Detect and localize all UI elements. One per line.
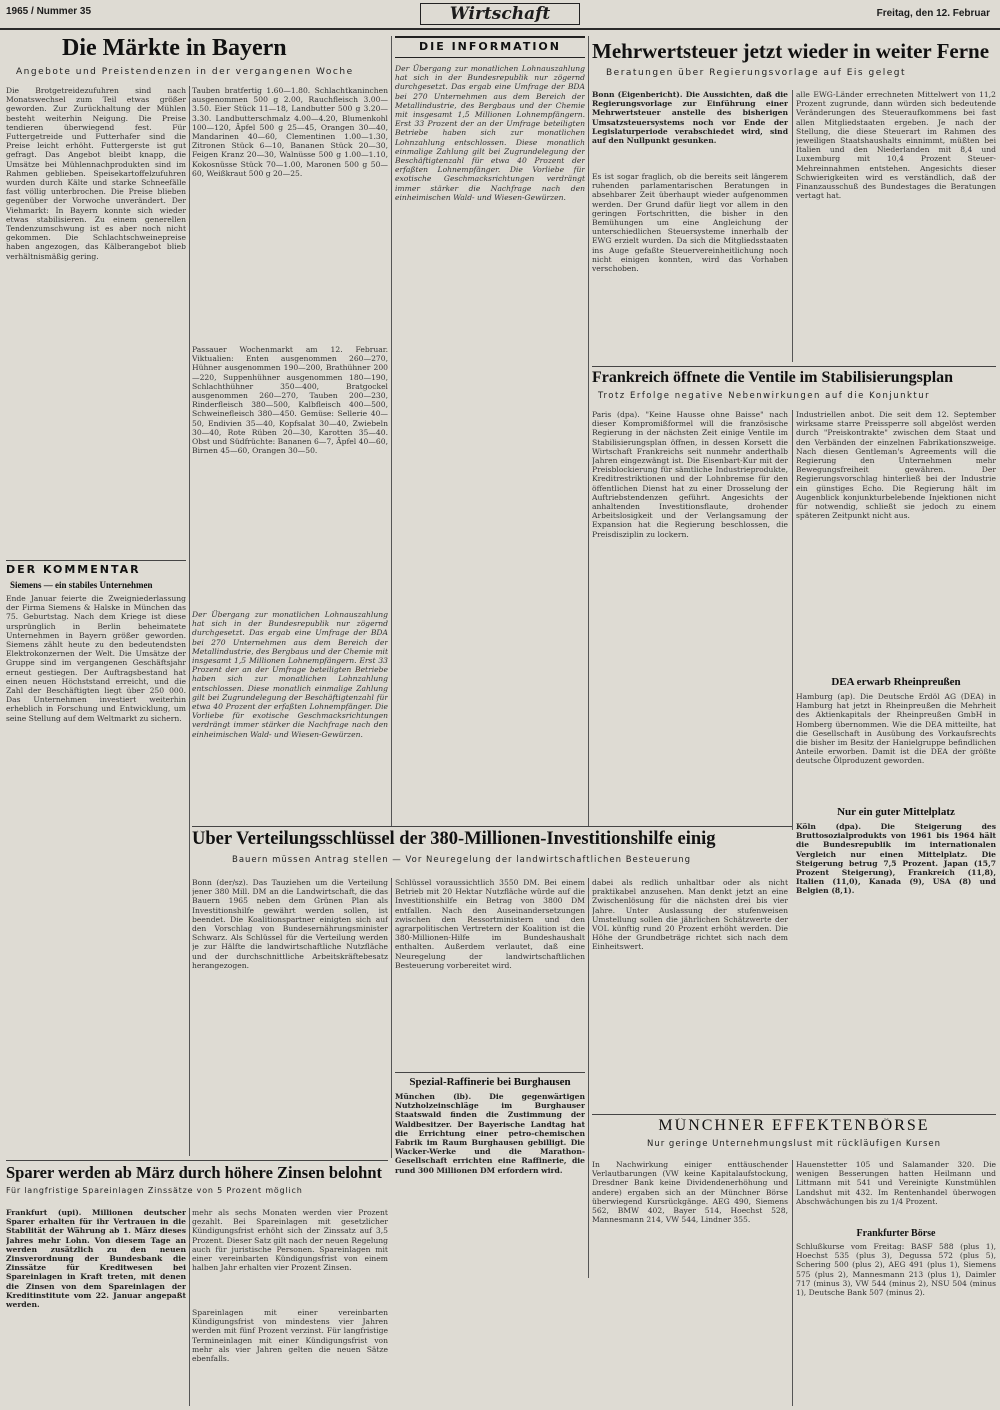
column-rule [792, 410, 793, 830]
mehrwertsteuer-subtitle: Beratungen über Regierungsvorlage auf Eis gelegt [606, 68, 907, 79]
maerkte-title: Die Märkte in Bayern [62, 36, 287, 61]
effekten-title: MÜNCHNER EFFEKTENBÖRSE [658, 1118, 930, 1134]
section-title: Wirtschaft [420, 3, 580, 25]
mehrwertsteuer-column-1: Es ist sogar fraglich, ob die bereits seit längerem ruhenden parlamentarischen Beratungen in absehbarer Zeit überhaupt wieder aufgenommen werden. Der Grund dafür liegt vor allem in den geringen Fortschritten, die bisher in den Bemühungen um eine Angleichung der unterschiedlichen Steuersysteme innerhalb der EWG erzielt wurden. Da sich die Mitgliedsstaaten ins Auge gefaßte Steuervereinheitlichung noch nicht einigen konnten, wird das Vorhaben verschoben. [592, 172, 788, 274]
maerkte-column-2: Tauben bratfertig 1.60—1.80. Schlachtkaninchen ausgenommen 500 g 2.00, Rauchfleisch 3.00—3.50. Eier Stück 11—18, Landbutter 500 g 3.20—3.30. Landbutterschmalz 4.00—4.20, Blumenkohl 100—120, Äpfel 500 g 25—45, Orangen 30—40, Mandarinen 40—60, Clementinen 1.00—1.30, Zitronen Stück 6—10, Bananen Stück 20—30, Feigen Kranz 20—30, Walnüsse 500 g 1.00—1.10, Kokosnüsse Stück 70—1.00, Maronen 500 g 50—60, Weißkraut 500 g 20—25. [192, 86, 388, 178]
information-header [395, 36, 585, 58]
maerkte-subtitle: Angebote und Preistendenzen in der vergangenen Woche [16, 67, 354, 78]
article-rule [6, 1160, 388, 1161]
mehrwertsteuer-column-2: alle EWG-Länder errechneten Mittelwert von 11,2 Prozent zugrunde, dann würden sich bedeutende Veränderungen des Steueraufkommens bei fast allen Mitgliedstaaten ergeben. Je nach der Stellung, die diese Steuerart im Rahmen des jeweiligen Staatshaushalts einnimmt, müßten bei Italien und den Niederlanden mit 8,4 und Luxemburg mit 10,4 Prozent Steuer-Mehreinnahmen entstehen. Angesichts dieser Schwierigkeiten wird es verständlich, daß der Finanzausschuß des Bundestages die Beratungen vertagt hat. [796, 90, 996, 201]
column-rule [792, 1160, 793, 1406]
verteilung-column-1: Bonn (der/sz). Das Tauziehen um die Verteilung jener 380 Mill. DM an die Landwirtschaft, die das Bauern 1965 neben dem Grünen Plan als Investitionshilfe gewährt werden sollen, ist beendet. Die Koalitionspartner einigten sich auf den Vorschlag von Bundesernährungsminister Schwarz. Als Schlüssel für die Verteilung werden je zur Hälfte die landwirtschaftliche Nutzfläche und der durchschnittliche Arbeitskräftebesatz herangezogen. [192, 878, 388, 970]
article-rule [592, 1114, 996, 1115]
frankreich-column-2: Industriellen anbot. Die seit dem 12. September wirksame starre Preissperre soll abgelöst werden durch "Preiskontrakte" zwischen dem Staat und den Verbänden der einzelnen Fabrikationszweige. Nach diesen Gentleman's Agreements will die Regierung den Unternehmen mehr Bewegungsfreiheit gewähren. Der Regierungsvorschlag hinterließ bei der Industrie ein günstiges Echo. Die Regierung hält im Augenblick konjunkturbelebende Injektionen nicht für notwendig, schließt sie jedoch zu einem späteren Zeitpunkt nicht aus. [796, 410, 996, 521]
kommentar-heading: DER KOMMENTAR [6, 563, 141, 576]
column-rule [391, 36, 392, 826]
sparer-subtitle: Für langfristige Spareinlagen Zinssätze von 5 Prozent möglich [6, 1186, 303, 1196]
dea-title: DEA erwarb Rheinpreußen [831, 676, 961, 688]
verteilung-title: Über Verteilungsschlüssel der 380-Millionen-Investitionshilfe einig [192, 830, 716, 849]
issue-date: Freitag, den 12. Februar [876, 8, 990, 19]
raffinerie-text: München (lb). Die gegenwärtigen Nutzholzeinschläge im Burghauser Staatswald finden die Zustimmung der Waldbesitzer. Der Bayerische Landtag hat die Errichtung einer petro-chemischen Fabrik im Raum Burghausen gebilligt. Die Wacker-Werke und die Marathon-Gesellschaft errichten eine Raffinerie, die rund 300 Millionen DM erfordern wird. [395, 1092, 585, 1175]
effekten-column-2: Hauenstetter 105 und Salamander 320. Die wenigen Besserungen hatten Heilmann und Littmann mit 541 und Vereinigte Kunstmühlen Landshut mit 432. Im Rentenhandel überwogen Abschwächungen bis zu 1/4 Prozent. [796, 1160, 996, 1206]
frankreich-subtitle: Trotz Erfolge negative Nebenwirkungen auf die Konjunktur [598, 390, 931, 401]
effekten-column-1: In Nachwirkung einiger enttäuschender Verlautbarungen (VW keine Kapitalaufstockung, Dresdner Bank keine Dividendenerhöhung und andere) ergaben sich an der Münchner Börse überwiegend Kursrückgänge. AEG 490, Siemens 562, BMW 402, Bayer 514, Hoechst 528, Mannesmann 214, VW 544, Lindner 355. [592, 1160, 788, 1225]
verteilung-column-3: dabei als redlich unhaltbar oder als nicht praktikabel anzusehen. Man denkt jetzt an eine Zwischenlösung für die nächsten drei bis vier Jahre. Unter Auslassung der stufenweisen Umstellung sollen die jährlichen Schätzwerte der VOL künftig rund 20 Prozent erhöht werden. Die Höhe der Grundbeträge richtet sich nach dem Einheitswert. [592, 878, 788, 952]
sparer-header [6, 1164, 388, 1204]
column-rule [189, 1208, 190, 1406]
kommentar-text: Ende Januar feierte die Zweigniederlassung der Firma Siemens & Halske in München das 75. Geburtstag. Nach dem Kriege ist diese ursprünglich in Berlin beheimatete Unternehmen in Bayern größer geworden. Siemens zählt heute zu den bedeutendsten Elektrokonzernen der Welt. Die Umsätze der Gruppe sind im vergangenen Geschäftsjahr erneut gestiegen. Der Auftragsbestand hat einen neuen Höchststand erreicht, und die Zahl der Beschäftigten liegt über 250 000. Das Unternehmen investiert weiterhin erheblich in Forschung und Entwicklung, um seine Stellung auf dem Weltmarkt zu sichern. [6, 594, 186, 723]
column-rule [189, 86, 190, 1156]
kommentar-title: Siemens — ein stabiles Unternehmen [10, 580, 153, 590]
verteilung-header [192, 830, 792, 874]
information-text: Der Übergang zur monatlichen Lohnauszahlung hat sich in der Bundesrepublik nur zögernd durchgesetzt. Das ergab eine Umfrage der BDA bei 270 Unternehmen aus dem Bereich der Metallindustrie, des Bergbaus und der Chemie mit insgesamt 1,5 Millionen Lohnempfängern. Erst 33 Prozent der an der Umfrage beteiligten Betriebe haben sich zur monatlichen Lohnzahlung entschlossen. Diese monatlich einmalige Zahlung gilt bei Zugrundelegung der Beschäftigtenzahl für etwa 40 Prozent der erfaßten Lohnempfänger. Die Vorliebe für exotische Geschmacksrichtungen verdrängt immer stärker die Nachfrage nach den einheimischen Wald- und Wiesen-Gewürzen. [395, 64, 585, 202]
mehrwertsteuer-header [592, 40, 996, 86]
sparer-title: Sparer werden ab März durch höhere Zinsen belohnt [6, 1164, 383, 1182]
frankreich-column-1: Paris (dpa). "Keine Hausse ohne Baisse" nach dieser Kompromißformel will die französische Regierung in der nächsten Zeit einige Ventile im Stabilisierungsplan öffnen, in dessen Korsett die Wirtschaft Frankreichs seit nunmehr anderthalb Jahren eingezwängt ist. Die Eisenbart-Kur mit der Preisblockierung für sämtliche Industrieprodukte, Kreditrestriktionen und der Lohnbremse für den öffentlichen Dienst hat zu einer Drosselung der Auftriebstendenzen geführt. Angesichts der anhaltenden Investitionsflaute, drohender Arbeitslosigkeit und der Verlangsamung der Expansion hat die Regierung beschlossen, die Preisdisziplin zu lockern. [592, 410, 788, 539]
column-rule [588, 36, 589, 826]
frankreich-title: Frankreich öffnete die Ventile im Stabilisierungsplan [592, 370, 954, 386]
sparer-column-2: mehr als sechs Monaten werden vier Prozent gezahlt. Bei Spareinlagen mit gesetzlicher Kündigungsfrist erhöht sich der Zinssatz auf 3,5 Prozent. Dieser Satz gilt nach der neuen Regelung auch für juristische Personen. Spareinlagen mit einer vereinbarten Kündigungsfrist von einem halben Jahr erhalten vier Prozent Zinsen. [192, 1208, 388, 1273]
raffinerie-title: Spezial-Raffinerie bei Burghausen [409, 1076, 571, 1088]
article-rule [592, 366, 996, 367]
mittelplatz-text: Köln (dpa). Die Steigerung des Bruttosozialprodukts von 1961 bis 1964 hält die Bundesrepublik im internationalen Vergleich nur einen Mittelplatz. Die Steigerung betrug 7,5 Prozent. Japan (15,7 Prozent Steigerung), Frankreich (11,8), Italien (11,0), Kanada (9), USA (8) und Belgien (8,1). [796, 822, 996, 896]
effekten-subtitle: Nur geringe Unternehmungslust mit rückläufigen Kursen [646, 1138, 941, 1149]
dea-text: Hamburg (ap). Die Deutsche Erdöl AG (DEA) in Hamburg hat jetzt in Rheinpreußen die Mehrheit des Aktienkapitals der Rheinpreußen GmbH in Homberg übernommen. Wie die DEA mitteilte, hat die Gesellschaft in Ausübung des Vorkaufsrechts die bisher im Besitz der Hanielgruppe befindlichen Anteile erworben. Damit ist die DEA der größte deutsche Ölproduzent geworden. [796, 692, 996, 766]
frankfurt-text: Schlußkurse vom Freitag: BASF 588 (plus 1), Hoechst 535 (plus 3), Degussa 572 (plus 5), Schering 500 (plus 2), AEG 491 (plus 1), Siemens 575 (plus 2), Mannesmann 213 (plus 1), Daimler 717 (minus 3), VW 544 (minus 2), NSU 504 (minus 1), Deutsche Bank 507 (minus 2). [796, 1242, 996, 1298]
frankreich-header [592, 370, 996, 406]
column-rule [792, 90, 793, 362]
information-heading: DIE INFORMATION [419, 40, 561, 53]
effekten-header [592, 1118, 996, 1158]
mittelplatz-title: Nur ein guter Mittelplatz [837, 806, 955, 818]
frankfurt-title: Frankfurter Börse [856, 1228, 936, 1239]
maerkte-header [6, 36, 390, 84]
article-rule [395, 1072, 585, 1073]
page-header [0, 0, 1000, 30]
article-rule [192, 826, 792, 827]
verteilung-column-2: Schlüssel voraussichtlich 3550 DM. Bei einem Betrieb mit 20 Hektar Nutzfläche würde auf die Investitionshilfe ein Betrag von 3800 DM entfallen. Nach den Auseinandersetzungen zwischen den Ressortministern und den agrarpolitischen Vertretern der Koalition ist die 380-Millionen-Hilfe im Bundeshaushalt enthalten. Außerdem verlautet, daß eine Neuregelung der landwirtschaftlichen Besteuerung vorbereitet wird. [395, 878, 585, 970]
mehrwertsteuer-title: Mehrwertsteuer jetzt wieder in weiter Ferne [592, 40, 990, 63]
verteilung-subtitle: Bauern müssen Antrag stellen — Vor Neuregelung der landwirtschaftlichen Besteuerung [232, 855, 692, 866]
maerkte-column-1: Die Brotgetreidezufuhren sind nach Monatswechsel zum Teil etwas größer geworden. Zur Zurückhaltung der Mühlen besteht weiterhin Neigung. Die Preise tendieren überwiegend fest. Für Futtergetreide und Futterhafer sind die Preise leicht erhöht. Futtergerste ist gut gefragt. Das Angebot bleibt knapp, die Umsätze bei Mühlennachprodukten sind im Rahmen geblieben. Speisekartoffelzufuhren wurden durch Kälte und starke Schneefälle fast völlig unterbrochen. Die Preise blieben gegenüber der Vorwoche unverändert. Der Viehmarkt: In Bayern konnte sich wieder etwas stabilisieren. Zu einem generellen Tendenzumschwung ist es aber noch nicht gekommen. Die Schlachtschweinepreise haben angezogen, das Kälberangebot blieb verhältnismäßig gering. [6, 86, 186, 261]
column-rule [588, 878, 589, 1278]
column-rule [391, 878, 392, 1158]
sparer-column-3: Spareinlagen mit einer vereinbarten Kündigungsfrist von mindestens vier Jahren werden mit fünf Prozent verzinst. Für langfristige Termineinlagen mit einer Kündigungsfrist von mehr als vier Jahren gelten die neuen Sätze ebenfalls. [192, 1308, 388, 1364]
maerkte-column-3-cont: Der Übergang zur monatlichen Lohnauszahlung hat sich in der Bundesrepublik nur zögernd durchgesetzt. Das ergab eine Umfrage der BDA bei 270 Unternehmen aus dem Bereich der Metallindustrie, des Bergbaus und der Chemie mit insgesamt 1,5 Millionen Lohnempfängern. Erst 33 Prozent der an der Umfrage beteiligten Betriebe haben sich zur monatlichen Lohnzahlung entschlossen. Diese monatlich einmalige Zahlung gilt bei Zugrundelegung der Beschäftigtenzahl für etwa 40 Prozent der erfaßten Lohnempfänger. Die Vorliebe für exotische Geschmacksrichtungen verdrängt immer stärker die Nachfrage nach den einheimischen Wald- und Wiesen-Gewürzen. [192, 610, 388, 739]
sparer-column-1: Frankfurt (upi). Millionen deutscher Sparer erhalten für ihr Vertrauen in die Stabilität der Währung ab 1. März dieses Jahres mehr Lohn. Von diesem Tage an werden zusätzlich zu den neuen Zinsverordnung der Bundesbank die Zinssätze für Kreditwesen bei Spareinlagen in Kraft treten, mit denen die Zinsen von dem Spareinlagen der Kreditinstitute vom 22. Januar angepaßt werden. [6, 1208, 186, 1310]
maerkte-column-3: Passauer Wochenmarkt am 12. Februar. Viktualien: Enten ausgenommen 260—270, Hühner ausgenommen 190—200, Brathühner 200—220, Suppenhühner ausgenommen 180—190, Schlachthühner 350—400, Bratgockel ausgenommen 260—270, Tauben 200—230, Rinderfleisch 380—500, Kalbfleisch 400—500, Schweinefleisch 380—450. Gemüse: Sellerie 40—50, Endivien 35—40, Kopfsalat 30—40, Zwiebeln 30—40, Rote Rüben 20—30, Karotten 35—40. Obst und Südfrüchte: Bananen 6—7, Äpfel 40—60, Birnen 45—60, Orangen 30—50. [192, 345, 388, 456]
issue-number: 1965 / Nummer 35 [6, 6, 92, 17]
kommentar-rule [6, 560, 186, 561]
mehrwertsteuer-lead: Bonn (Eigenbericht). Die Aussichten, daß die Regierungsvorlage zur Einführung einer Mehrwertsteuer anstelle des bisherigen Umsatzsteuersystems noch vor Ende der Legislaturperiode verabschiedet wird, sind auf den Nullpunkt gesunken. [592, 90, 788, 146]
